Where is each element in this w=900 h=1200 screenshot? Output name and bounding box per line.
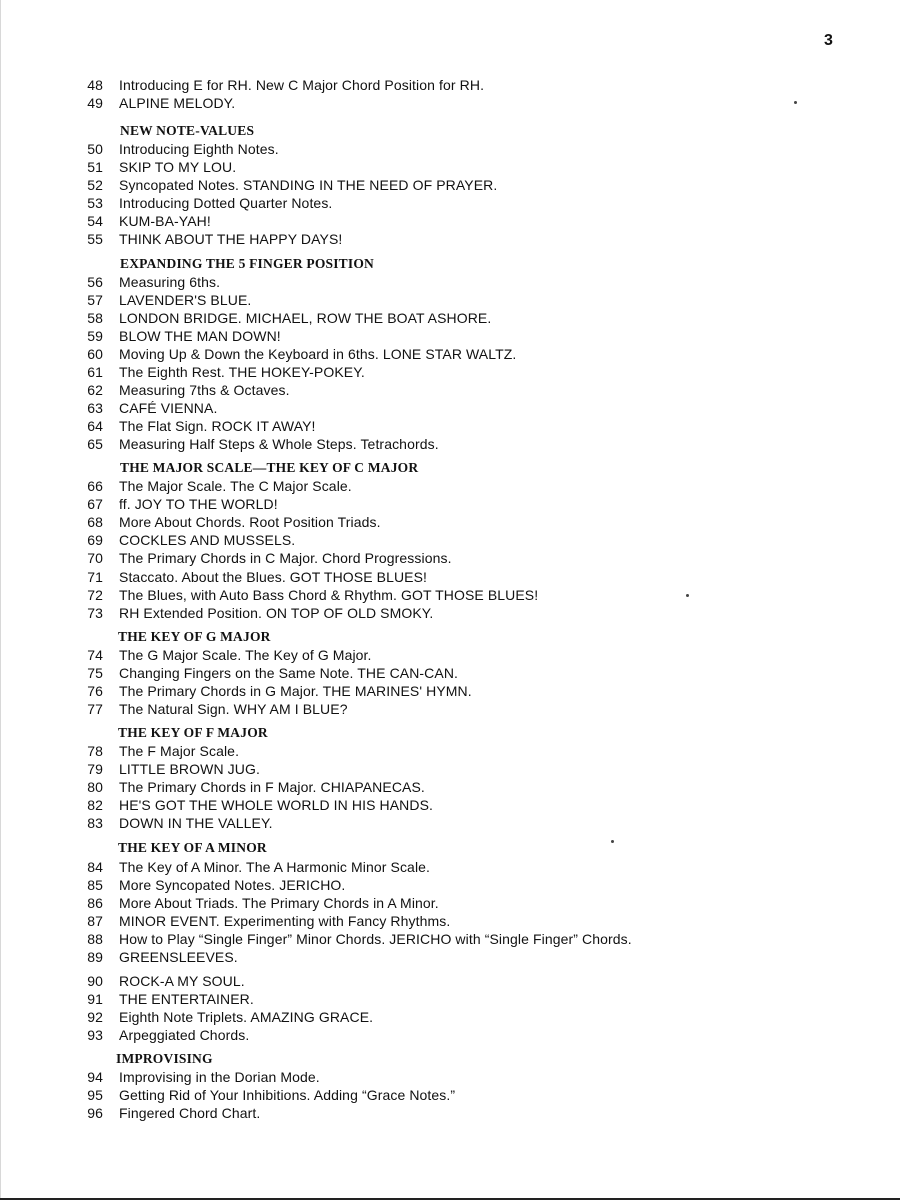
toc-entry-title: ALPINE MELODY. [119, 95, 236, 111]
toc-entry [0, 327, 880, 345]
toc-entry-title: Fingered Chord Chart. [119, 1105, 261, 1121]
toc-entry-title: The Natural Sign. WHY AM I BLUE? [119, 701, 348, 717]
toc-page-number: 85 [87, 877, 103, 893]
toc-entry [0, 814, 880, 832]
toc-entry-title: Improvising in the Dorian Mode. [119, 1069, 320, 1085]
toc-entry-title: The Key of A Minor. The A Harmonic Minor Scale. [119, 859, 431, 875]
scan-speck [686, 594, 689, 597]
toc-entry [0, 140, 880, 158]
toc-page-number: 56 [87, 274, 103, 290]
toc-entry [0, 912, 880, 930]
toc-entry [0, 760, 880, 778]
toc-page-number: 78 [87, 743, 103, 759]
toc-page-number: 90 [87, 973, 103, 989]
toc-entry [0, 176, 880, 194]
toc-entry-title: Syncopated Notes. STANDING IN THE NEED OF PRAYER. [119, 177, 498, 193]
toc-entry-title: The Primary Chords in G Major. THE MARINES' HYMN. [119, 683, 472, 699]
toc-entry-title: LITTLE BROWN JUG. [119, 761, 260, 777]
toc-entry [0, 531, 880, 549]
toc-entry [0, 1026, 880, 1044]
toc-entry [0, 381, 880, 399]
toc-entry [0, 586, 880, 604]
toc-entry-title: Measuring 6ths. [119, 274, 221, 290]
toc-entry [0, 778, 880, 796]
toc-page-number: 51 [87, 159, 103, 175]
toc-page-number: 92 [87, 1009, 103, 1025]
toc-entry [0, 858, 880, 876]
toc-page-number: 89 [87, 949, 103, 965]
toc-entry-title: More About Triads. The Primary Chords in A Minor. [119, 895, 439, 911]
toc-page-number: 95 [87, 1087, 103, 1103]
toc-entry-title: The G Major Scale. The Key of G Major. [119, 647, 372, 663]
section-heading: IMPROVISING [116, 1051, 213, 1066]
toc-page-number: 83 [87, 815, 103, 831]
toc-entry-title: ROCK-A MY SOUL. [119, 973, 245, 989]
toc-entry-title: COCKLES AND MUSSELS. [119, 532, 296, 548]
toc-entry [0, 273, 880, 291]
toc-page-number: 71 [87, 569, 103, 585]
toc-page-number: 53 [87, 195, 103, 211]
toc-page-number: 69 [87, 532, 103, 548]
toc-entry-title: More About Chords. Root Position Triads. [119, 514, 381, 530]
toc-page-number: 59 [87, 328, 103, 344]
toc-entry [0, 212, 880, 230]
scan-speck [611, 840, 614, 843]
toc-entry [0, 309, 880, 327]
toc-page-number: 91 [87, 991, 103, 1007]
toc-entry-title: Introducing E for RH. New C Major Chord Position for RH. [119, 77, 485, 93]
toc-entry-title: THE ENTERTAINER. [119, 991, 254, 1007]
toc-entry-title: Getting Rid of Your Inhibitions. Adding “Grace Notes.” [119, 1087, 456, 1103]
toc-entry [0, 513, 880, 531]
toc-page-number: 96 [87, 1105, 103, 1121]
toc-page-number: 79 [87, 761, 103, 777]
toc-entry-title: Moving Up & Down the Keyboard in 6ths. LONE STAR WALTZ. [119, 346, 517, 362]
toc-page-number: 67 [87, 496, 103, 512]
toc-entry [0, 417, 880, 435]
toc-entry [0, 796, 880, 814]
toc-entry-title: MINOR EVENT. Experimenting with Fancy Rhythms. [119, 913, 451, 929]
toc-entry [0, 477, 880, 495]
toc-entry-title: ff. JOY TO THE WORLD! [119, 496, 278, 512]
page-number: 3 [824, 32, 833, 49]
toc-entry-title: The Blues, with Auto Bass Chord & Rhythm. GOT THOSE BLUES! [119, 587, 539, 603]
toc-page-number: 70 [87, 550, 103, 566]
toc-entry [0, 399, 880, 417]
toc-entry-title: Measuring Half Steps & Whole Steps. Tetrachords. [119, 436, 439, 452]
toc-page-number: 64 [87, 418, 103, 434]
toc-entry-title: The Major Scale. The C Major Scale. [119, 478, 352, 494]
toc-page-number: 61 [87, 364, 103, 380]
toc-entry-title: Arpeggiated Chords. [119, 1027, 250, 1043]
section-heading: NEW NOTE-VALUES [120, 123, 255, 138]
toc-page-number: 68 [87, 514, 103, 530]
toc-entry [0, 291, 880, 309]
toc-page-number: 58 [87, 310, 103, 326]
toc-entry-title: DOWN IN THE VALLEY. [119, 815, 273, 831]
toc-entry [0, 664, 880, 682]
toc-entry-title: Changing Fingers on the Same Note. THE CAN-CAN. [119, 665, 459, 681]
toc-entry-title: The F Major Scale. [119, 743, 240, 759]
scan-speck [794, 101, 797, 104]
toc-entry [0, 990, 880, 1008]
toc-entry-title: THINK ABOUT THE HAPPY DAYS! [119, 231, 343, 247]
section-heading: THE KEY OF G MAJOR [118, 629, 271, 644]
toc-entry [0, 158, 880, 176]
toc-entry [0, 194, 880, 212]
toc-page-number: 73 [87, 605, 103, 621]
toc-entry [0, 948, 880, 966]
toc-entry [0, 700, 880, 718]
toc-entry [0, 682, 880, 700]
toc-entry-title: How to Play “Single Finger” Minor Chords. JERICHO with “Single Finger” Chords. [119, 931, 632, 947]
toc-page-number: 72 [87, 587, 103, 603]
toc-page-number: 93 [87, 1027, 103, 1043]
toc-entry [0, 1086, 880, 1104]
toc-entry [0, 930, 880, 948]
toc-page-number: 80 [87, 779, 103, 795]
section-heading: THE KEY OF A MINOR [118, 840, 267, 855]
toc-entry-title: The Primary Chords in F Major. CHIAPANECAS. [119, 779, 425, 795]
toc-entry-title: BLOW THE MAN DOWN! [119, 328, 281, 344]
toc-entry-title: More Syncopated Notes. JERICHO. [119, 877, 346, 893]
toc-entry [0, 894, 880, 912]
toc-page-number: 54 [87, 213, 103, 229]
toc-entry-title: HE'S GOT THE WHOLE WORLD IN HIS HANDS. [119, 797, 433, 813]
toc-entry-title: Measuring 7ths & Octaves. [119, 382, 290, 398]
toc-page-number: 86 [87, 895, 103, 911]
toc-entry [0, 363, 880, 381]
toc-page-number: 63 [87, 400, 103, 416]
toc-entry [0, 604, 880, 622]
toc-page-number: 76 [87, 683, 103, 699]
toc-entry [0, 1104, 880, 1122]
toc-page-number: 87 [87, 913, 103, 929]
section-heading: THE KEY OF F MAJOR [118, 725, 268, 740]
toc-entry [0, 495, 880, 513]
toc-page-number: 74 [87, 647, 103, 663]
toc-entry [0, 94, 880, 112]
toc-entry-title: KUM-BA-YAH! [119, 213, 211, 229]
toc-page-number: 84 [87, 859, 103, 875]
toc-entry-title: Introducing Dotted Quarter Notes. [119, 195, 333, 211]
section-heading: THE MAJOR SCALE—THE KEY OF C MAJOR [120, 460, 419, 475]
toc-entry-title: CAFÉ VIENNA. [119, 400, 218, 416]
toc-entry-title: Staccato. About the Blues. GOT THOSE BLUES! [119, 569, 428, 585]
toc-page-number: 60 [87, 346, 103, 362]
toc-entry-title: The Flat Sign. ROCK IT AWAY! [119, 418, 316, 434]
toc-entry [0, 76, 880, 94]
toc-entry-title: LONDON BRIDGE. MICHAEL, ROW THE BOAT ASHORE. [119, 310, 492, 326]
toc-page-number: 88 [87, 931, 103, 947]
toc-entry [0, 646, 880, 664]
toc-page-number: 77 [87, 701, 103, 717]
toc-page-number: 94 [87, 1069, 103, 1085]
toc-entry-title: Introducing Eighth Notes. [119, 141, 279, 157]
toc-page-number: 50 [87, 141, 103, 157]
toc-entry [0, 1068, 880, 1086]
toc-page-number: 49 [87, 95, 103, 111]
toc-entry [0, 972, 880, 990]
toc-entry [0, 568, 880, 586]
toc-page-number: 66 [87, 478, 103, 494]
toc-entry [0, 876, 880, 894]
toc-page-number: 82 [87, 797, 103, 813]
toc-entry [0, 1008, 880, 1026]
toc-entry-title: LAVENDER'S BLUE. [119, 292, 252, 308]
toc-entry [0, 345, 880, 363]
toc-entry [0, 230, 880, 248]
section-heading: EXPANDING THE 5 FINGER POSITION [120, 256, 374, 271]
toc-page-number: 48 [87, 77, 103, 93]
toc-entry [0, 742, 880, 760]
toc-page-number: 52 [87, 177, 103, 193]
toc-entry-title: The Eighth Rest. THE HOKEY-POKEY. [119, 364, 365, 380]
toc-entry-title: Eighth Note Triplets. AMAZING GRACE. [119, 1009, 374, 1025]
toc-entry-title: The Primary Chords in C Major. Chord Progressions. [119, 550, 452, 566]
toc-entry-title: GREENSLEEVES. [119, 949, 238, 965]
toc-page-number: 62 [87, 382, 103, 398]
toc-entry-title: RH Extended Position. ON TOP OF OLD SMOKY. [119, 605, 434, 621]
toc-page-number: 55 [87, 231, 103, 247]
toc-entry-title: SKIP TO MY LOU. [119, 159, 237, 175]
toc-page-number: 65 [87, 436, 103, 452]
toc-page-number: 75 [87, 665, 103, 681]
toc-entry [0, 549, 880, 567]
toc-entry [0, 435, 880, 453]
toc-page-number: 57 [87, 292, 103, 308]
